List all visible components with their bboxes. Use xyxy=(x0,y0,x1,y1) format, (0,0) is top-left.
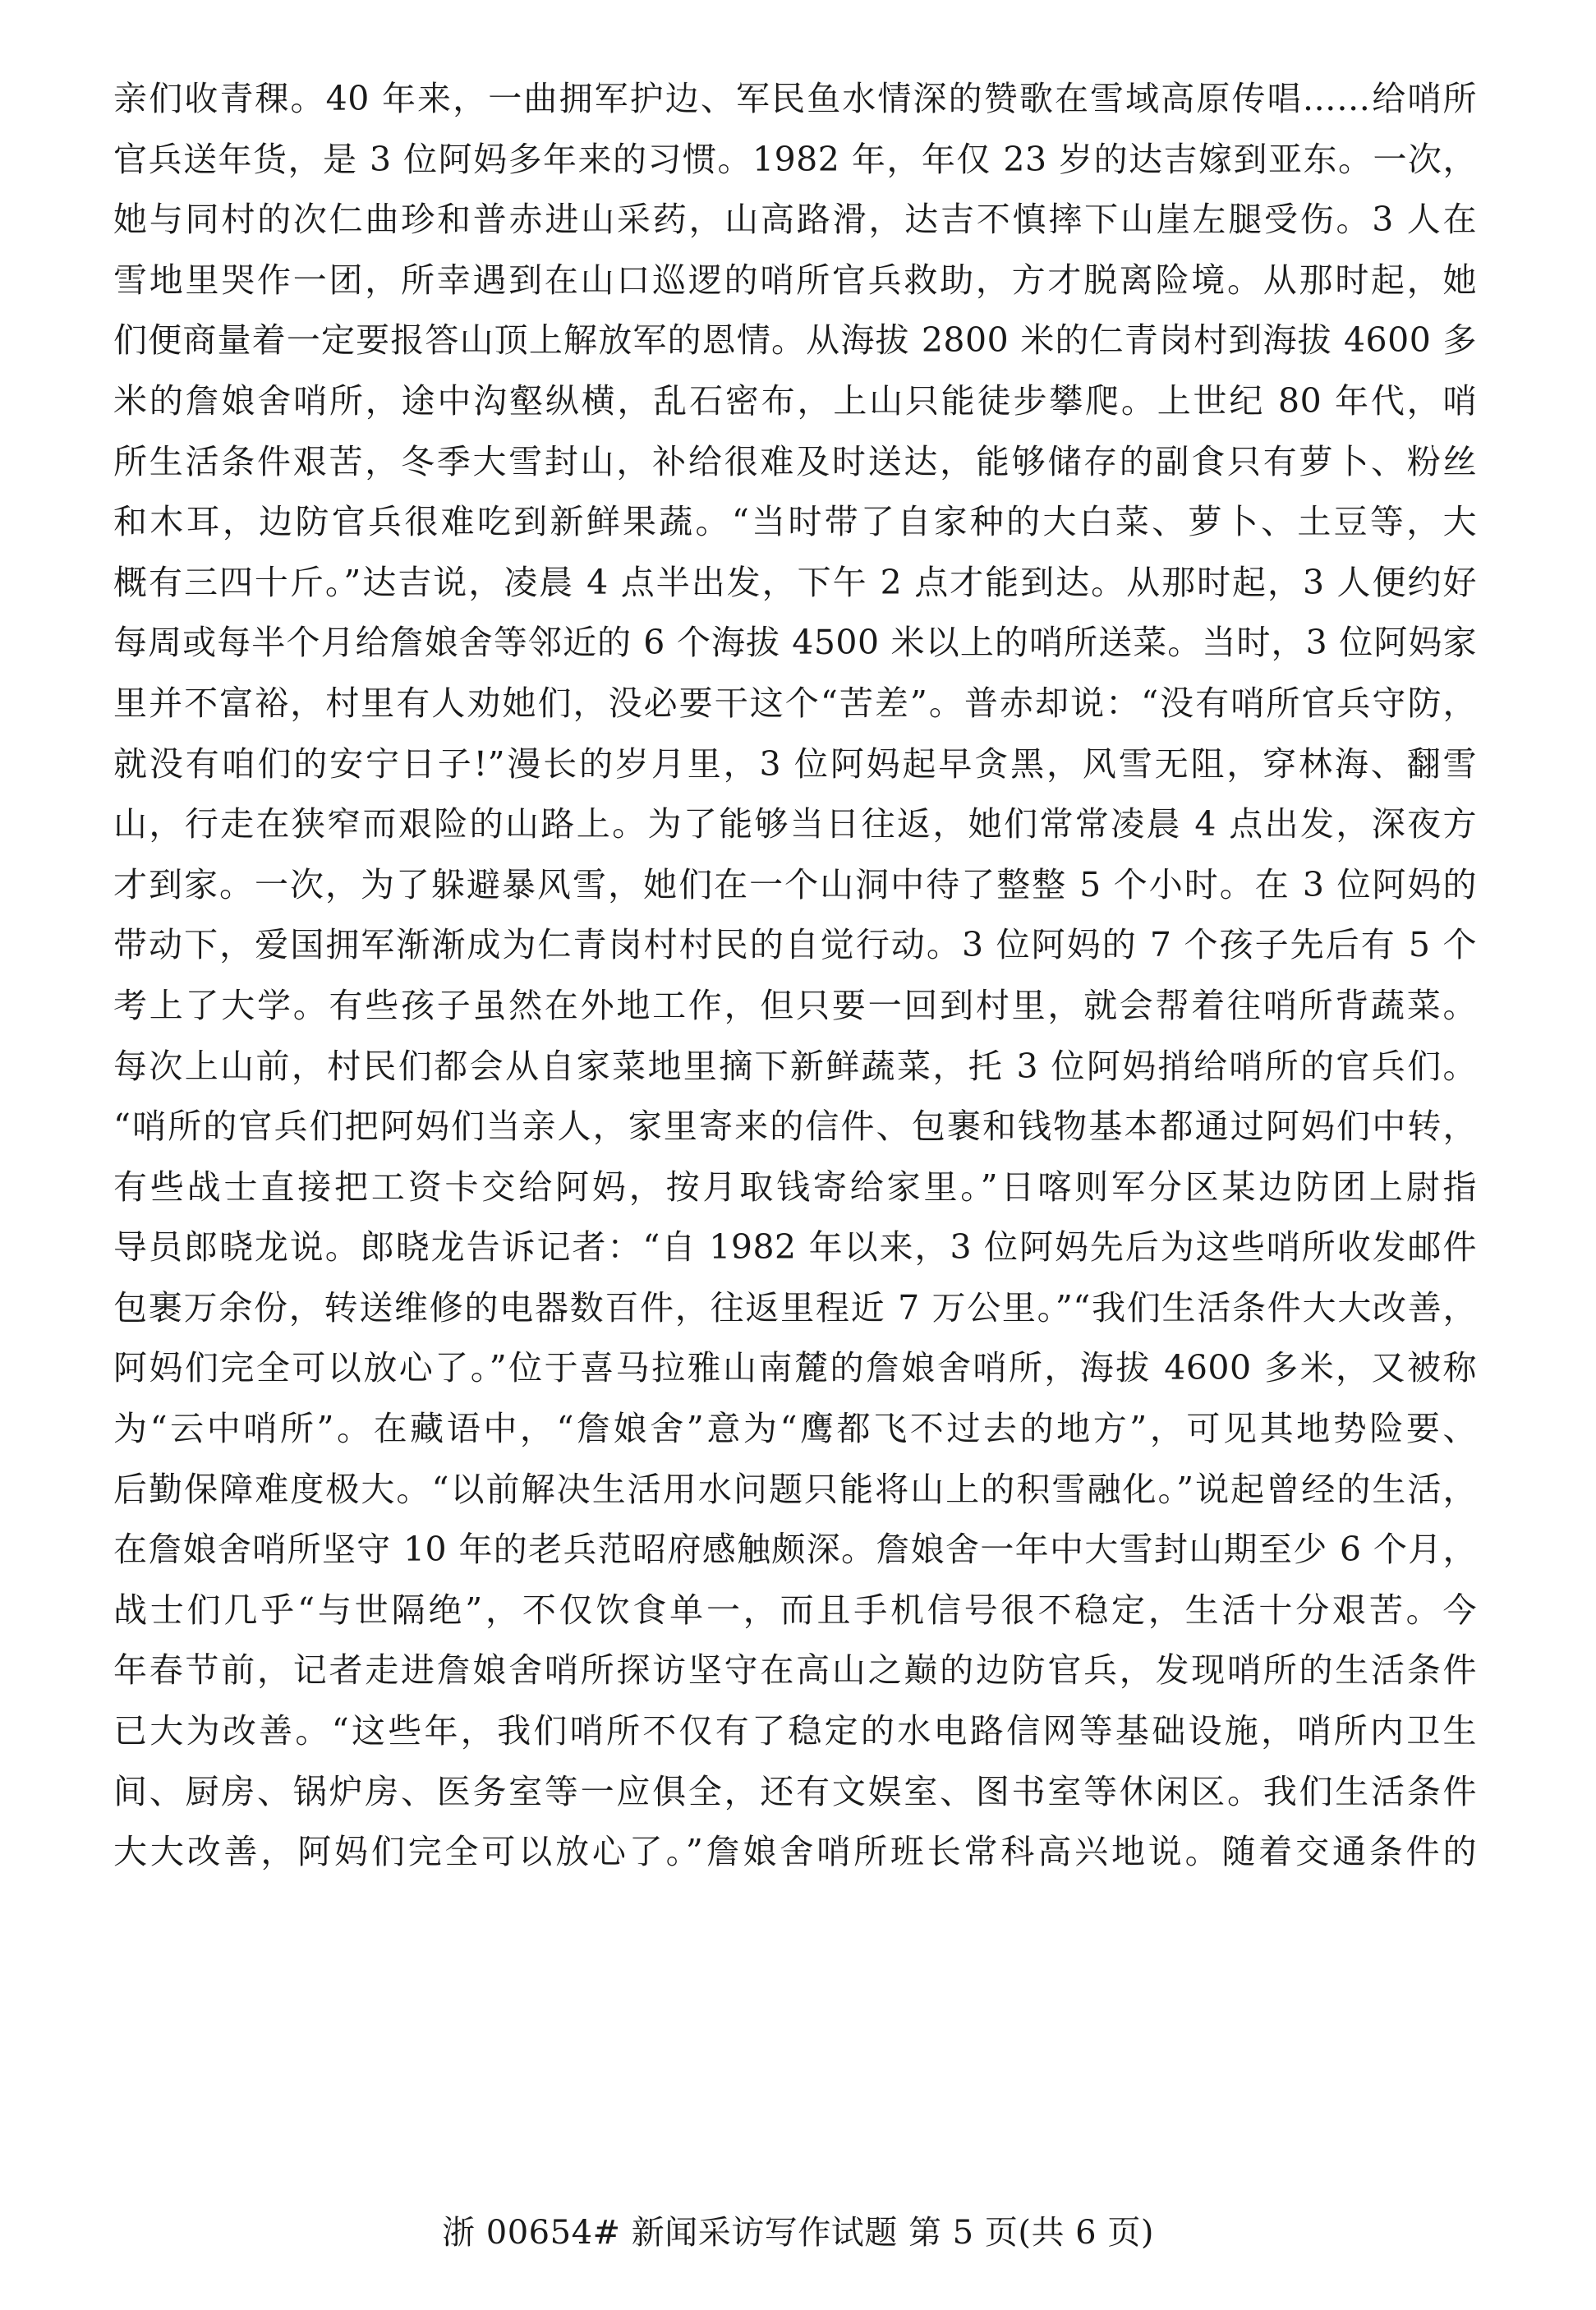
article-body xyxy=(113,69,1477,1883)
text-line: 们便商量着一定要报答山顶上解放军的恩情。从海拔 2800 米的仁青岗村到海拔 4600 多 xyxy=(113,320,1477,361)
text-line: 官兵送年货，是 3 位阿妈多年来的习惯。1982 年，年仅 23 岁的达吉嫁到亚东。一次， xyxy=(113,139,1477,179)
page-footer: 浙 00654# 新闻采访写作试题 第 5 页(共 6 页) xyxy=(442,2214,1154,2252)
text-line: 包裹万余份，转送维修的电器数百件，往返里程近 7 万公里。”“我们生活条件大大改善， xyxy=(113,1287,1477,1328)
text-line: 大大改善，阿妈们完全可以放心了。”詹娘舍哨所班长常科高兴地说。随着交通条件的 xyxy=(113,1832,1477,1872)
text-line: 每周或每半个月给詹娘舍等邻近的 6 个海拔 4500 米以上的哨所送菜。当时，3 位阿妈家 xyxy=(113,623,1477,663)
text-line: 所生活条件艰苦，冬季大雪封山，补给很难及时送达，能够储存的副食只有萝卜、粉丝 xyxy=(113,441,1477,481)
text-line: 亲们收青稞。40 年来，一曲拥军护边、军民鱼水情深的赞歌在雪域高原传唱……给哨所 xyxy=(113,79,1477,118)
text-line: 山，行走在狭窄而艰险的山路上。为了能够当日往返，她们常常凌晨 4 点出发，深夜方 xyxy=(113,804,1477,844)
text-line: 就没有咱们的安宁日子!”漫长的岁月里，3 位阿妈起早贪黑，风雪无阻，穿林海、翻雪 xyxy=(113,743,1477,784)
text-line: 雪地里哭作一团，所幸遇到在山口巡逻的哨所官兵救助，方才脱离险境。从那时起，她 xyxy=(113,260,1477,300)
text-line: 她与同村的次仁曲珍和普赤进山采药，山高路滑，达吉不慎摔下山崖左腿受伤。3 人在 xyxy=(113,200,1477,240)
text-line: 和木耳，边防官兵很难吃到新鲜果蔬。“当时带了自家种的大白菜、萝卜、土豆等，大 xyxy=(113,502,1477,542)
text-line: 阿妈们完全可以放心了。”位于喜马拉雅山南麓的詹娘舍哨所，海拔 4600 多米，又被称 xyxy=(113,1348,1477,1388)
text-line: 概有三四十斤。”达吉说，凌晨 4 点半出发，下午 2 点才能到达。从那时起，3 人便约好 xyxy=(113,562,1477,602)
text-line: 考上了大学。有些孩子虽然在外地工作，但只要一回到村里，就会帮着往哨所背蔬菜。 xyxy=(113,985,1477,1025)
text-line: 带动下，爱国拥军渐渐成为仁青岗村村民的自觉行动。3 位阿妈的 7 个孩子先后有 5 个 xyxy=(113,925,1477,965)
text-line: 后勤保障难度极大。“以前解决生活用水问题只能将山上的积雪融化。”说起曾经的生活， xyxy=(113,1469,1477,1509)
text-line: “哨所的官兵们把阿妈们当亲人，家里寄来的信件、包裹和钱物基本都通过阿妈们中转， xyxy=(113,1107,1477,1147)
text-line: 才到家。一次，为了躲避暴风雪，她们在一个山洞中待了整整 5 个小时。在 3 位阿妈的 xyxy=(113,864,1477,904)
text-line: 在詹娘舍哨所坚守 10 年的老兵范昭府感触颇深。詹娘舍一年中大雪封山期至少 6 个月， xyxy=(113,1530,1477,1570)
text-line: 米的詹娘舍哨所，途中沟壑纵横，乱石密布，上山只能徒步攀爬。上世纪 80 年代，哨 xyxy=(113,380,1477,421)
text-line: 有些战士直接把工资卡交给阿妈，按月取钱寄给家里。”日喀则军分区某边防团上尉指 xyxy=(113,1167,1477,1207)
text-line: 里并不富裕，村里有人劝她们，没必要干这个“苦差”。普赤却说：“没有哨所官兵守防， xyxy=(113,683,1477,723)
text-line: 战士们几乎“与世隔绝”，不仅饮食单一，而且手机信号很不稳定，生活十分艰苦。今 xyxy=(113,1590,1477,1630)
text-line: 为“云中哨所”。在藏语中，“詹娘舍”意为“鹰都飞不过去的地方”，可见其地势险要、 xyxy=(113,1409,1477,1449)
text-line: 已大为改善。“这些年，我们哨所不仅有了稳定的水电路信网等基础设施，哨所内卫生 xyxy=(113,1711,1477,1751)
text-line: 年春节前，记者走进詹娘舍哨所探访坚守在高山之巅的边防官兵，发现哨所的生活条件 xyxy=(113,1650,1477,1691)
text-line: 每次上山前，村民们都会从自家菜地里摘下新鲜蔬菜，托 3 位阿妈捎给哨所的官兵们。 xyxy=(113,1046,1477,1086)
text-line: 间、厨房、锅炉房、医务室等一应俱全，还有文娱室、图书室等休闲区。我们生活条件 xyxy=(113,1771,1477,1811)
text-line: 导员郎晓龙说。郎晓龙告诉记者：“自 1982 年以来，3 位阿妈先后为这些哨所收发邮件 xyxy=(113,1227,1477,1268)
